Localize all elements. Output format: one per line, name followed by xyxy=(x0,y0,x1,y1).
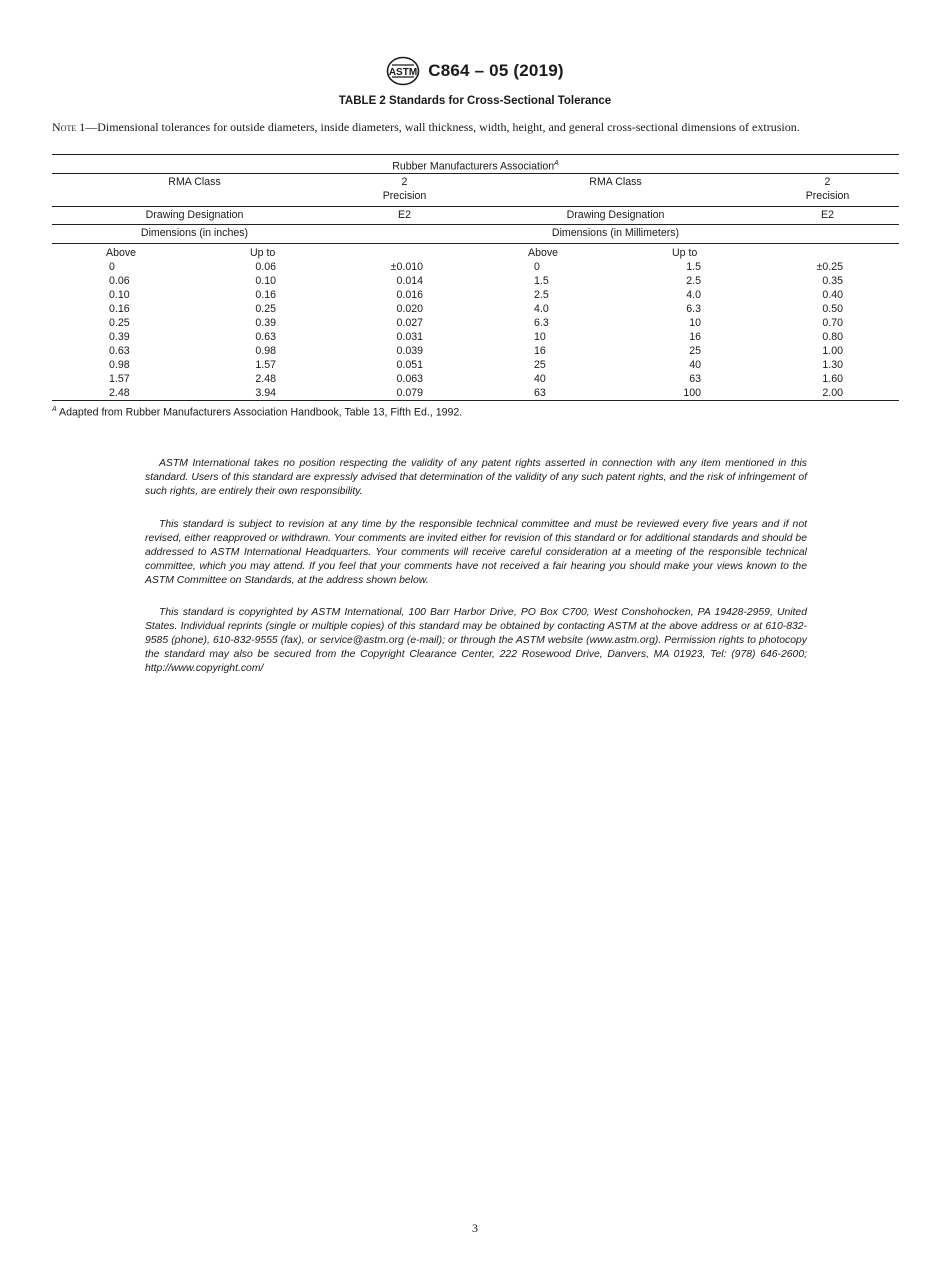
cell-in-upto: 1.57 xyxy=(255,359,276,371)
cell-in-upto: 0.10 xyxy=(255,275,276,287)
cell-in-tol: 0.016 xyxy=(396,289,423,301)
rma-class-label-inches: RMA Class xyxy=(168,176,221,188)
class-value-inches: 2 xyxy=(401,176,408,188)
note-label: Note xyxy=(52,120,77,134)
cell-mm-upto: 10 xyxy=(689,317,701,329)
cell-in-above: 0.06 xyxy=(109,275,130,287)
class-name-mm: Precision xyxy=(805,190,850,202)
cell-mm-tol: 0.80 xyxy=(822,331,843,343)
cell-mm-above: 63 xyxy=(534,387,546,399)
cell-mm-upto: 40 xyxy=(689,359,701,371)
cell-mm-above: 4.0 xyxy=(534,303,549,315)
patent-paragraph: ASTM International takes no position respecting the validity of any patent rights asserted in connection with any item mentioned in this standard. Users of this standard are expressly advised that determination of the validity of any such patent rights, and the risk of infringement of such rights, are entirely their own responsibility. xyxy=(145,458,807,497)
drawing-designation-label-inches: Drawing Designation xyxy=(145,209,244,221)
cell-in-tol: 0.014 xyxy=(396,275,423,287)
cell-mm-above: 40 xyxy=(534,373,546,385)
footnote-text: Adapted from Rubber Manufacturers Association Handbook, Table 13, Fifth Ed., 1992. xyxy=(56,406,463,419)
group-header xyxy=(52,157,899,174)
designation-value-mm: E2 xyxy=(821,209,834,221)
group-header-sup: A xyxy=(554,160,559,167)
cell-mm-tol: 0.35 xyxy=(822,275,843,287)
cell-mm-tol: 1.00 xyxy=(822,345,843,357)
cell-in-above: 0.63 xyxy=(109,345,130,357)
class-value-mm: 2 xyxy=(824,176,831,188)
designation-value-inches: E2 xyxy=(398,209,411,221)
above-label-inches: Above xyxy=(106,247,137,259)
cell-mm-upto: 2.5 xyxy=(686,275,701,287)
cell-mm-upto: 16 xyxy=(689,331,701,343)
cell-in-upto: 0.39 xyxy=(255,317,276,329)
table-title: TABLE 2 Standards for Cross-Sectional Tolerance xyxy=(338,95,612,107)
table-note xyxy=(52,120,899,135)
page-header xyxy=(0,56,950,91)
designation-rule xyxy=(52,224,899,225)
document-id: C864 – 05 (2019) xyxy=(428,61,564,80)
cell-in-tol: ±0.010 xyxy=(390,261,423,273)
note-text: 1—Dimensional tolerances for outside diameters, inside diameters, wall thickness, width, height, and general cross-sectional dimensions of extrusion. xyxy=(76,120,800,134)
cell-mm-tol: 1.60 xyxy=(822,373,843,385)
class-rule xyxy=(52,206,899,207)
cell-mm-above: 0 xyxy=(534,261,540,273)
cell-mm-tol: 0.70 xyxy=(822,317,843,329)
copyright-paragraph: This standard is copyrighted by ASTM International, 100 Barr Harbor Drive, PO Box C700, West Conshohocken, PA 19428-2959, United States. Individual reprints (single or multiple copies) of this standard may be obtained by contacting ASTM at the above address or at 610-832-9585 (phone), 610-832-9555 (fax), or service@astm.org (e-mail); or through the ASTM website (www.astm.org). Permission rights to photocopy the standard may also be secured from the Copyright Clearance Center, 222 Rosewood Drive, Danvers, MA 01923, Tel: (978) 646-2600; http://www.copyright.com/ xyxy=(145,607,807,674)
cell-in-above: 0.16 xyxy=(109,303,130,315)
cell-mm-tol: 2.00 xyxy=(822,387,843,399)
group-header-text: Rubber Manufacturers Association xyxy=(392,160,555,173)
page-number: 3 xyxy=(472,1221,478,1235)
cell-mm-upto: 6.3 xyxy=(686,303,701,315)
cell-mm-above: 10 xyxy=(534,331,546,343)
dims-rule xyxy=(52,243,899,244)
cell-in-upto: 0.16 xyxy=(255,289,276,301)
cell-in-tol: 0.063 xyxy=(396,373,423,385)
dims-mm-label: Dimensions (in Millimeters) xyxy=(551,227,680,239)
cell-mm-above: 6.3 xyxy=(534,317,549,329)
table-footnote xyxy=(52,406,462,419)
cell-mm-tol: 0.40 xyxy=(822,289,843,301)
cell-in-upto: 3.94 xyxy=(255,387,276,399)
table-top-rule xyxy=(52,154,899,155)
cell-mm-upto: 4.0 xyxy=(686,289,701,301)
cell-mm-upto: 1.5 xyxy=(686,261,701,273)
cell-mm-upto: 100 xyxy=(683,387,701,399)
cell-in-above: 1.57 xyxy=(109,373,130,385)
cell-mm-tol: 0.50 xyxy=(822,303,843,315)
upto-label-inches: Up to xyxy=(250,247,276,259)
revision-paragraph: This standard is subject to revision at any time by the responsible technical committee and must be reviewed every five years and if not revised, either reapproved or withdrawn. Your comments are invited either for revision of this standard or for additional standards and should be addressed to ASTM International Headquarters. Your comments will receive careful consideration at a meeting of the responsible technical committee, which you may attend. If you feel that your comments have not received a fair hearing you should make your views known to the ASTM Committee on Standards, at the address shown below. xyxy=(145,519,807,586)
rma-class-label-mm: RMA Class xyxy=(589,176,642,188)
cell-in-upto: 0.25 xyxy=(255,303,276,315)
cell-mm-above: 2.5 xyxy=(534,289,549,301)
cell-mm-tol: ±0.25 xyxy=(816,261,843,273)
svg-text:ASTM: ASTM xyxy=(389,67,418,78)
cell-in-tol: 0.027 xyxy=(396,317,423,329)
cell-mm-above: 1.5 xyxy=(534,275,549,287)
cell-mm-above: 16 xyxy=(534,345,546,357)
cell-mm-tol: 1.30 xyxy=(822,359,843,371)
dims-inches-label: Dimensions (in inches) xyxy=(140,227,249,239)
cell-in-above: 0.10 xyxy=(109,289,130,301)
header-rule xyxy=(52,173,899,174)
cell-in-above: 0.39 xyxy=(109,331,130,343)
cell-in-upto: 2.48 xyxy=(255,373,276,385)
class-name-inches: Precision xyxy=(382,190,427,202)
cell-in-above: 0.98 xyxy=(109,359,130,371)
table-bottom-rule xyxy=(52,400,899,401)
cell-mm-upto: 25 xyxy=(689,345,701,357)
cell-in-upto: 0.63 xyxy=(255,331,276,343)
cell-in-tol: 0.039 xyxy=(396,345,423,357)
cell-mm-upto: 63 xyxy=(689,373,701,385)
footnote-sup: A xyxy=(52,406,57,413)
cell-in-above: 0 xyxy=(109,261,115,273)
astm-logo-icon xyxy=(386,56,420,86)
cell-in-tol: 0.079 xyxy=(396,387,423,399)
cell-mm-above: 25 xyxy=(534,359,546,371)
cell-in-tol: 0.020 xyxy=(396,303,423,315)
cell-in-tol: 0.051 xyxy=(396,359,423,371)
cell-in-above: 0.25 xyxy=(109,317,130,329)
above-label-mm: Above xyxy=(528,247,559,259)
upto-label-mm: Up to xyxy=(672,247,698,259)
cell-in-upto: 0.06 xyxy=(255,261,276,273)
cell-in-tol: 0.031 xyxy=(396,331,423,343)
drawing-designation-label-mm: Drawing Designation xyxy=(566,209,665,221)
cell-in-upto: 0.98 xyxy=(255,345,276,357)
cell-in-above: 2.48 xyxy=(109,387,130,399)
